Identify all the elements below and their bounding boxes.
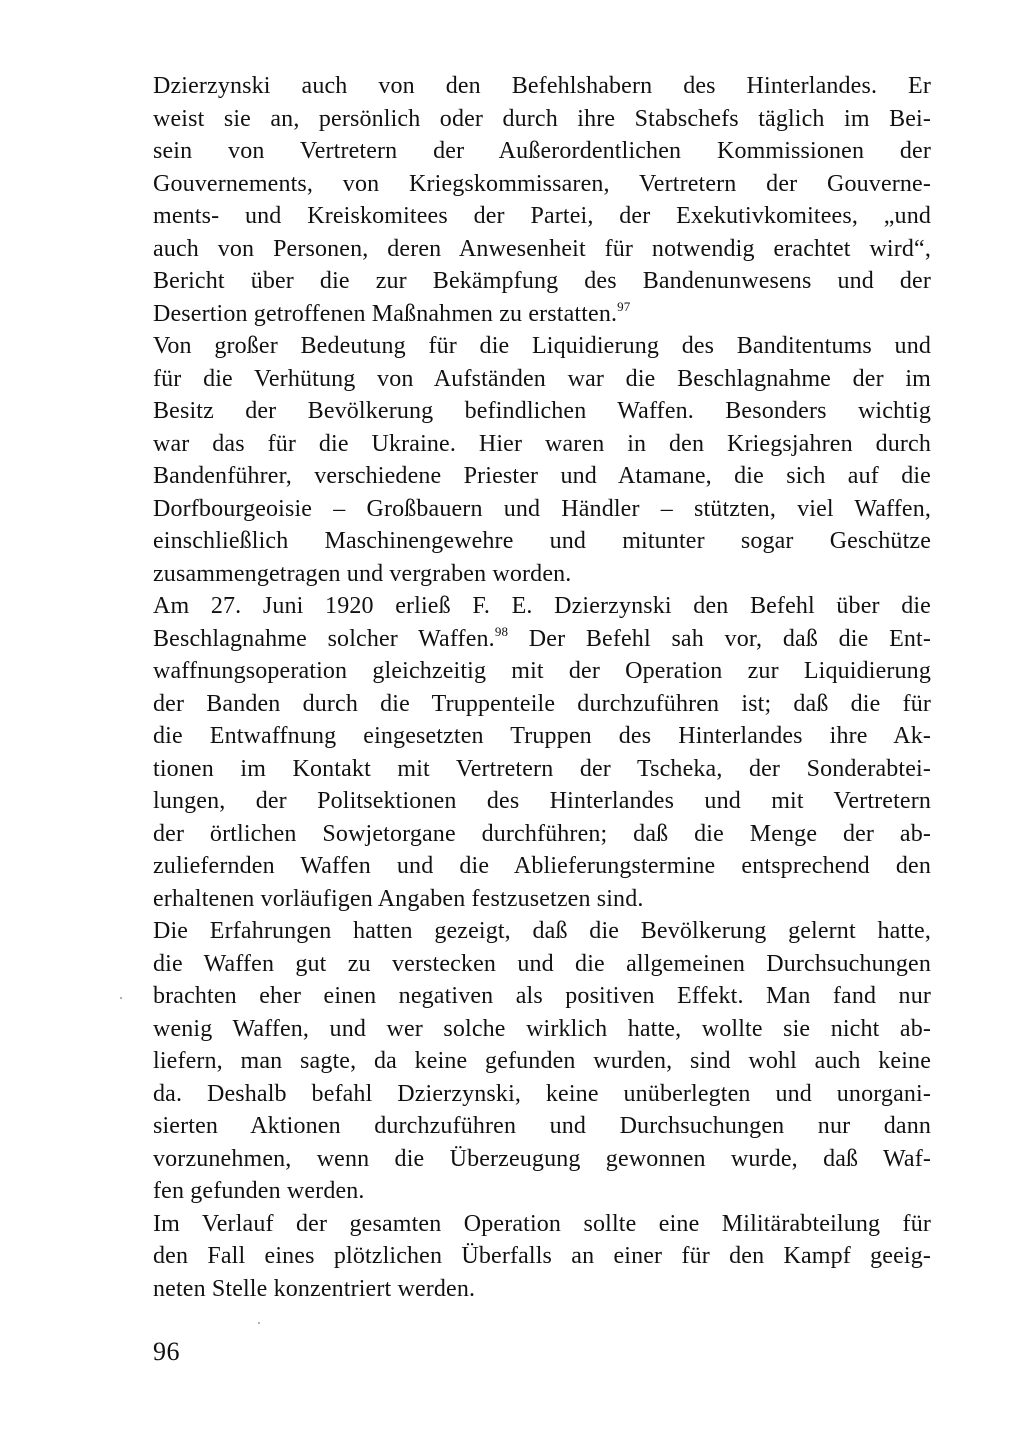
text-line: vorzunehmen, wenn die Überzeugung gewonnen wurde, daß Waf- (153, 1145, 931, 1172)
text-line: Besitz der Bevölkerung befindlichen Waffen. Besonders wichtig (153, 398, 931, 424)
text-line: der örtlichen Sowjetorgane durchführen; daß die Menge der ab- (153, 820, 931, 847)
text-line: neten Stelle konzentriert werden. (153, 1275, 476, 1302)
text-line: Dzierzynski auch von den Befehlshabern des Hinterlandes. Er (153, 73, 931, 99)
text-line: sierten Aktionen durchzuführen und Durchsuchungen nur dann (153, 1113, 931, 1139)
text-line-content: Desertion getroffenen Maßnahmen zu erstatten. (153, 300, 618, 327)
text-line-content: Der Befehl sah vor, daß die Ent- (508, 625, 931, 652)
text-line: weist sie an, persönlich oder durch ihre Stabschefs täglich im Bei- (153, 105, 931, 132)
footnote-marker: 97 (617, 298, 631, 314)
text-line: Im Verlauf der gesamten Operation sollte eine Militärabteilung für (153, 1210, 931, 1237)
text-line: der Banden durch die Truppenteile durchzuführen ist; daß die für (153, 690, 931, 717)
paragraph-2 (153, 330, 931, 590)
text-line: Bandenführer, verschiedene Priester und Atamane, die sich auf die (153, 463, 931, 489)
paragraph-4 (153, 915, 931, 1208)
text-line: liefern, man sagte, da keine gefunden wurden, sind wohl auch keine (153, 1048, 931, 1074)
text-line (153, 623, 931, 656)
text-line: den Fall eines plötzlichen Überfalls an einer für den Kampf geeig- (153, 1243, 931, 1269)
text-line: ments- und Kreiskomitees der Partei, der Exekutivkomitees, „und (153, 203, 931, 229)
text-line: Die Erfahrungen hatten gezeigt, daß die Bevölkerung gelernt hatte, (153, 918, 931, 944)
text-line: zusammengetragen und vergraben worden. (153, 560, 572, 587)
text-line-content: Beschlagnahme solcher Waffen. (153, 625, 495, 652)
text-line: auch von Personen, deren Anwesenheit für notwendig erachtet wird“, (153, 235, 931, 262)
text-line: Am 27. Juni 1920 erließ F. E. Dzierzynski den Befehl über die (153, 593, 931, 619)
page-number: 96 (153, 1337, 180, 1366)
paragraph-3 (153, 590, 931, 915)
text-line: zuliefernden Waffen und die Ablieferungstermine entsprechend den (153, 853, 931, 879)
text-line: lungen, der Politsektionen des Hinterlandes und mit Vertretern (153, 788, 931, 814)
text-line: erhaltenen vorläufigen Angaben festzusetzen sind. (153, 885, 644, 912)
text-line: Dorfbourgeoisie – Großbauern und Händler – stützten, viel Waffen, (153, 495, 931, 522)
scan-speck (258, 1322, 260, 1324)
text-line: fen gefunden werden. (153, 1178, 365, 1204)
text-line: tionen im Kontakt mit Vertretern der Tscheka, der Sonderabtei- (153, 755, 931, 782)
text-line: Gouvernements, von Kriegskommissaren, Vertretern der Gouverne- (153, 170, 931, 197)
text-line: brachten eher einen negativen als positiven Effekt. Man fand nur (153, 983, 931, 1009)
text-line: war das für die Ukraine. Hier waren in den Kriegsjahren durch (153, 430, 931, 457)
scan-speck (120, 997, 122, 999)
footnote-marker: 98 (494, 623, 509, 639)
text-line: Bericht über die zur Bekämpfung des Bandenunwesens und der (153, 268, 931, 294)
text-line: waffnungsoperation gleichzeitig mit der Operation zur Liquidierung (153, 658, 931, 684)
text-line: einschließlich Maschinengewehre und mitunter sogar Geschütze (153, 528, 931, 554)
body-text (153, 70, 931, 1305)
text-line: da. Deshalb befahl Dzierzynski, keine unüberlegten und unorgani- (153, 1080, 931, 1107)
text-line: für die Verhütung von Aufständen war die Beschlagnahme der im (153, 365, 931, 392)
text-line: die Waffen gut zu verstecken und die allgemeinen Durchsuchungen (153, 950, 931, 977)
paragraph-5 (153, 1208, 931, 1306)
text-line: sein von Vertretern der Außerordentlichen Kommissionen der (153, 138, 931, 164)
paragraph-1 (153, 70, 931, 330)
text-line: wenig Waffen, und wer solche wirklich hatte, wollte sie nicht ab- (153, 1015, 931, 1042)
text-line (153, 298, 931, 331)
text-line: die Entwaffnung eingesetzten Truppen des Hinterlandes ihre Ak- (153, 723, 931, 749)
text-line: Von großer Bedeutung für die Liquidierung des Banditentums und (153, 333, 931, 359)
